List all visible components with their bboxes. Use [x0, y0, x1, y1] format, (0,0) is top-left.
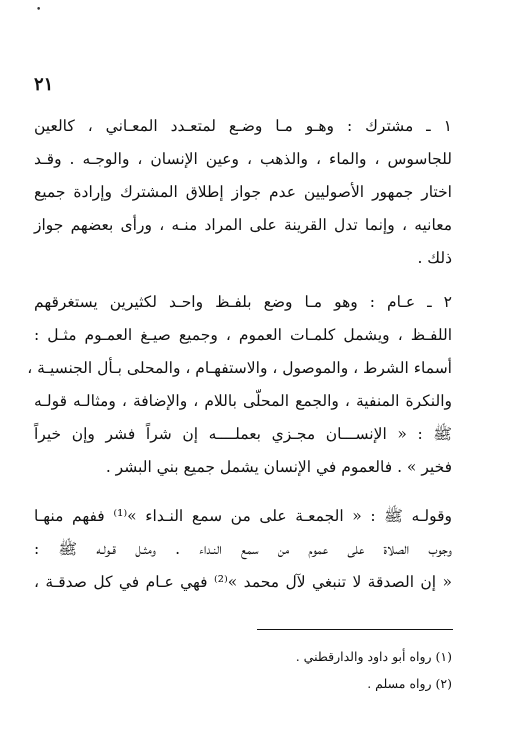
text-line: « إن الصدقة لا تنبغي لآل محمد »⁽²⁾ فهي عـام في كل صدقـة ، [34, 573, 452, 591]
text-line: ١ ـ مشترك : وهـو مـا وضـع لمتعـدد المعـاني ، كالعين [34, 117, 452, 135]
text-line: والنكرة المنفية ، والجمع المحلّى باللام ، والإضافة ، ومثالـه قولـه [34, 392, 452, 410]
footnote-divider [257, 629, 453, 630]
paragraph-aam [27, 286, 452, 484]
text-line: اختار جمهور الأصوليين عدم جواز إطلاق المشترك وإرادة جميع [34, 183, 452, 201]
text-line: وقولـه ﷺ : « الجمعـة على من سمع النـداء »⁽¹⁾ ففهم منهـا [34, 507, 452, 525]
text-line: ﷺ : « الإنســـان مجـزي بعملــــه إن شراً فشر وإن خيراً [34, 425, 452, 443]
text-line: ٢ ـ عـام : وهو مـا وضع بلفـظ واحـد لكثيرين يستغرقهم [34, 293, 452, 311]
footnotes [60, 643, 452, 697]
footnote-2: (٢) رواه مسلم . [367, 676, 452, 691]
text-line: ذلك . [417, 249, 452, 267]
text-line: فخير » . فالعموم في الإنسان يشمل جميع بني البشر . [105, 458, 452, 476]
text-line: وجوب الصلاة على عموم من سمع النـداء . ومثـل قـولـه ﷺ : [34, 540, 452, 558]
corner-mark: • [36, 5, 42, 15]
page-number: ٢١ [34, 74, 54, 95]
paragraph-mushtarak [34, 110, 452, 275]
footnote-1: (١) رواه أبو داود والدارقطني . [295, 649, 452, 664]
text-line: معانيه ، وإنما تدل القرينة على المراد منـه ، ورأى بعضهم جواز [34, 216, 452, 234]
text-line: أسماء الشرط ، والموصول ، والاستفهـام ، والمحلى بـأل الجنسيـة ، [27, 359, 452, 377]
text-line: اللفـظ ، ويشمل كلمـات العموم ، وجميع صيـغ العمـوم مثـل : [34, 326, 452, 344]
text-line: للجاسوس ، والماء ، والذهب ، وعين الإنسان ، والوجـه . وقـد [34, 150, 452, 168]
paragraph-examples [34, 500, 452, 599]
